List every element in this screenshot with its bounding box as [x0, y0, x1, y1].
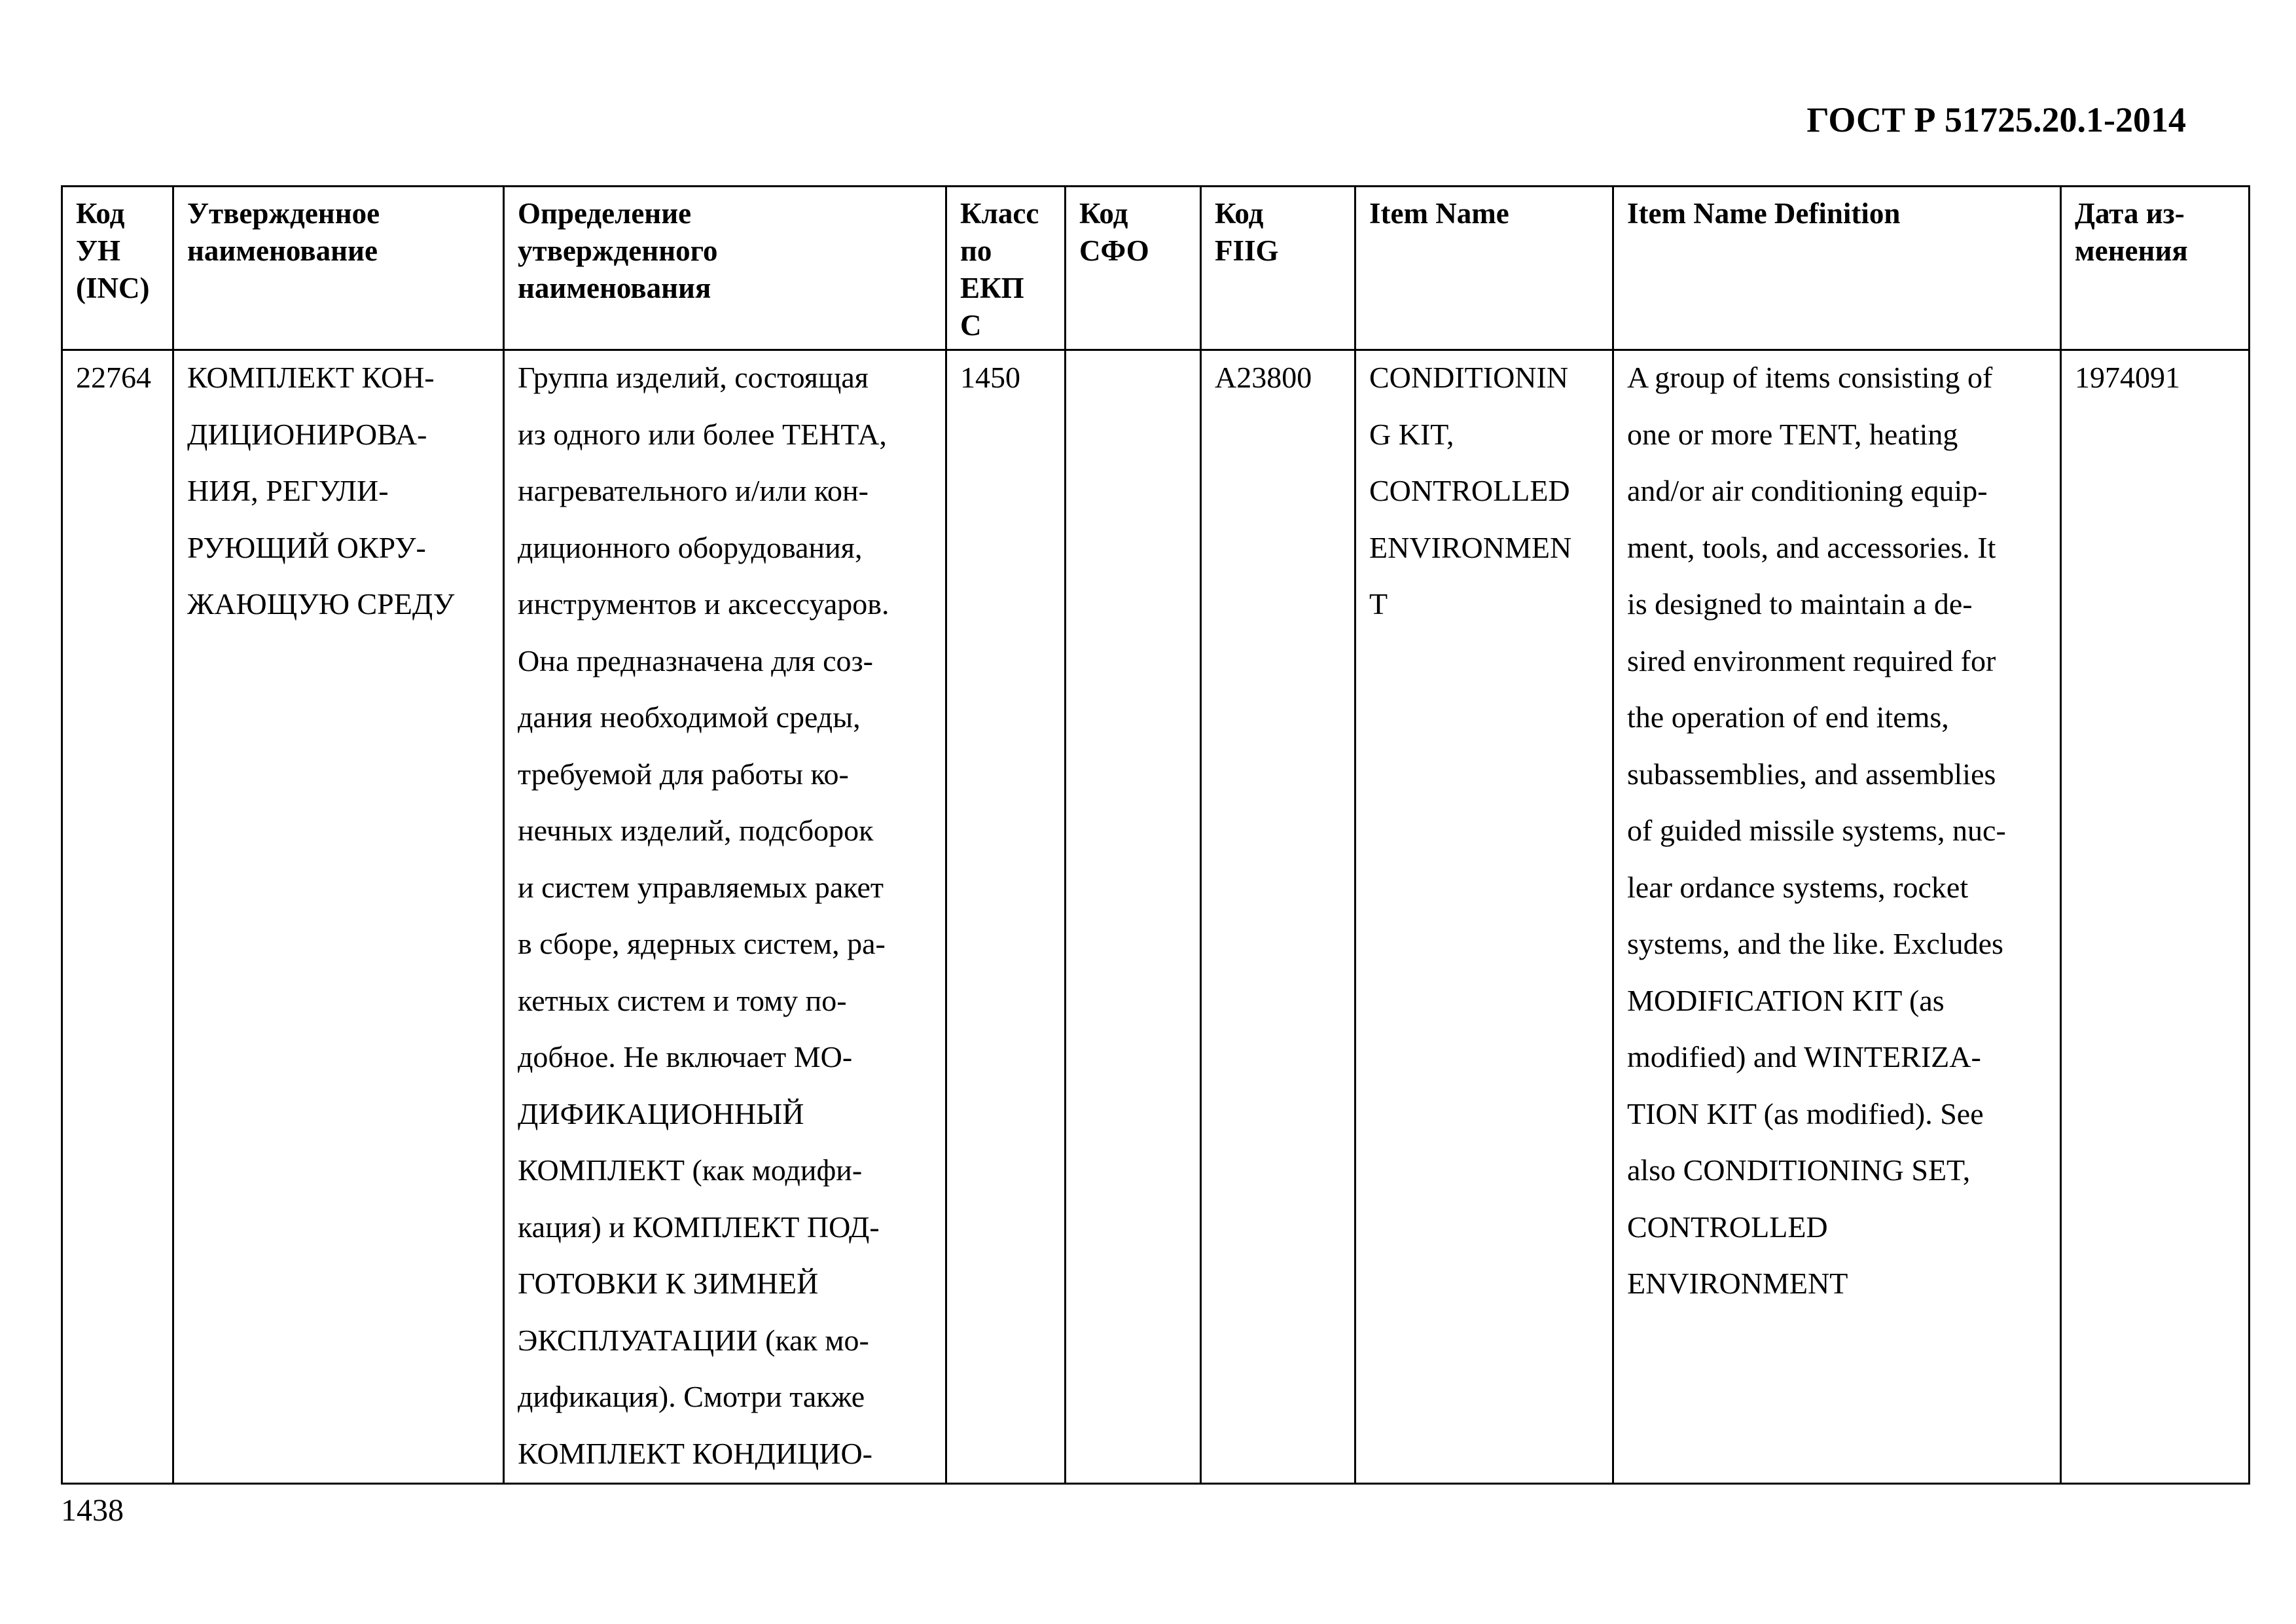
header-inc-code: Код УН (INC)	[62, 187, 173, 350]
document-title: ГОСТ Р 51725.20.1-2014	[1806, 100, 2186, 139]
cell-sfo-code	[1066, 350, 1201, 1484]
cell-approved-name: КОМПЛЕКТ КОН- ДИЦИОНИРОВА- НИЯ, РЕГУЛИ- РУЮЩИЙ ОКРУ- ЖАЮЩУЮ СРЕДУ	[173, 350, 504, 1484]
cell-inc-code: 22764	[62, 350, 173, 1484]
catalog-table	[61, 185, 2250, 1485]
header-approved-name: Утвержденное наименование	[173, 187, 504, 350]
header-ekps-class: Класс по ЕКП С	[946, 187, 1066, 350]
cell-fiig-code: A23800	[1201, 350, 1355, 1484]
header-definition: Определение утвержденного наименования	[504, 187, 946, 350]
cell-definition: Группа изделий, состоящая из одного или более ТЕНТА, нагревательного и/или кон- диционного оборудования, инструментов и аксессуаров. Она предназначена для соз- дания необходимой среды, требуемой для работы ко- нечных изделий, подсборок и систем управляемых ракет в сборе, ядерных систем, ра- кетных систем и тому по- добное. Не включает МО- ДИФИКАЦИОННЫЙ КОМПЛЕКТ (как модифи- кация) и КОМПЛЕКТ ПОД- ГОТОВКИ К ЗИМНЕЙ ЭКСПЛУАТАЦИИ (как мо- дификация). Смотри также КОМПЛЕКТ КОНДИЦИО-	[504, 350, 946, 1484]
cell-item-name-definition: A group of items consisting of one or more TENT, heating and/or air conditioning equip- ment, tools, and accessories. It is designed to maintain a de- sired environment required for the operation of end items, subassemblies, and assemblies of guided missile systems, nuc- lear ordance systems, rocket systems, and the like. Excludes MODIFICATION KIT (as modified) and WINTERIZA- TION KIT (as modified). See also CONDITIONING SET, CONTROLLED ENVIRONMENT	[1613, 350, 2061, 1484]
header-change-date: Дата из- менения	[2061, 187, 2250, 350]
header-sfo-code: Код СФО	[1066, 187, 1201, 350]
cell-ekps-class: 1450	[946, 350, 1066, 1484]
header-fiig-code: Код FIIG	[1201, 187, 1355, 350]
table-header-row	[62, 187, 2250, 350]
page-number: 1438	[61, 1493, 124, 1528]
table-row	[62, 350, 2250, 1484]
cell-change-date: 1974091	[2061, 350, 2250, 1484]
header-item-name-definition: Item Name Definition	[1613, 187, 2061, 350]
header-item-name: Item Name	[1355, 187, 1613, 350]
cell-item-name: CONDITIONIN G KIT, CONTROLLED ENVIRONMEN T	[1355, 350, 1613, 1484]
